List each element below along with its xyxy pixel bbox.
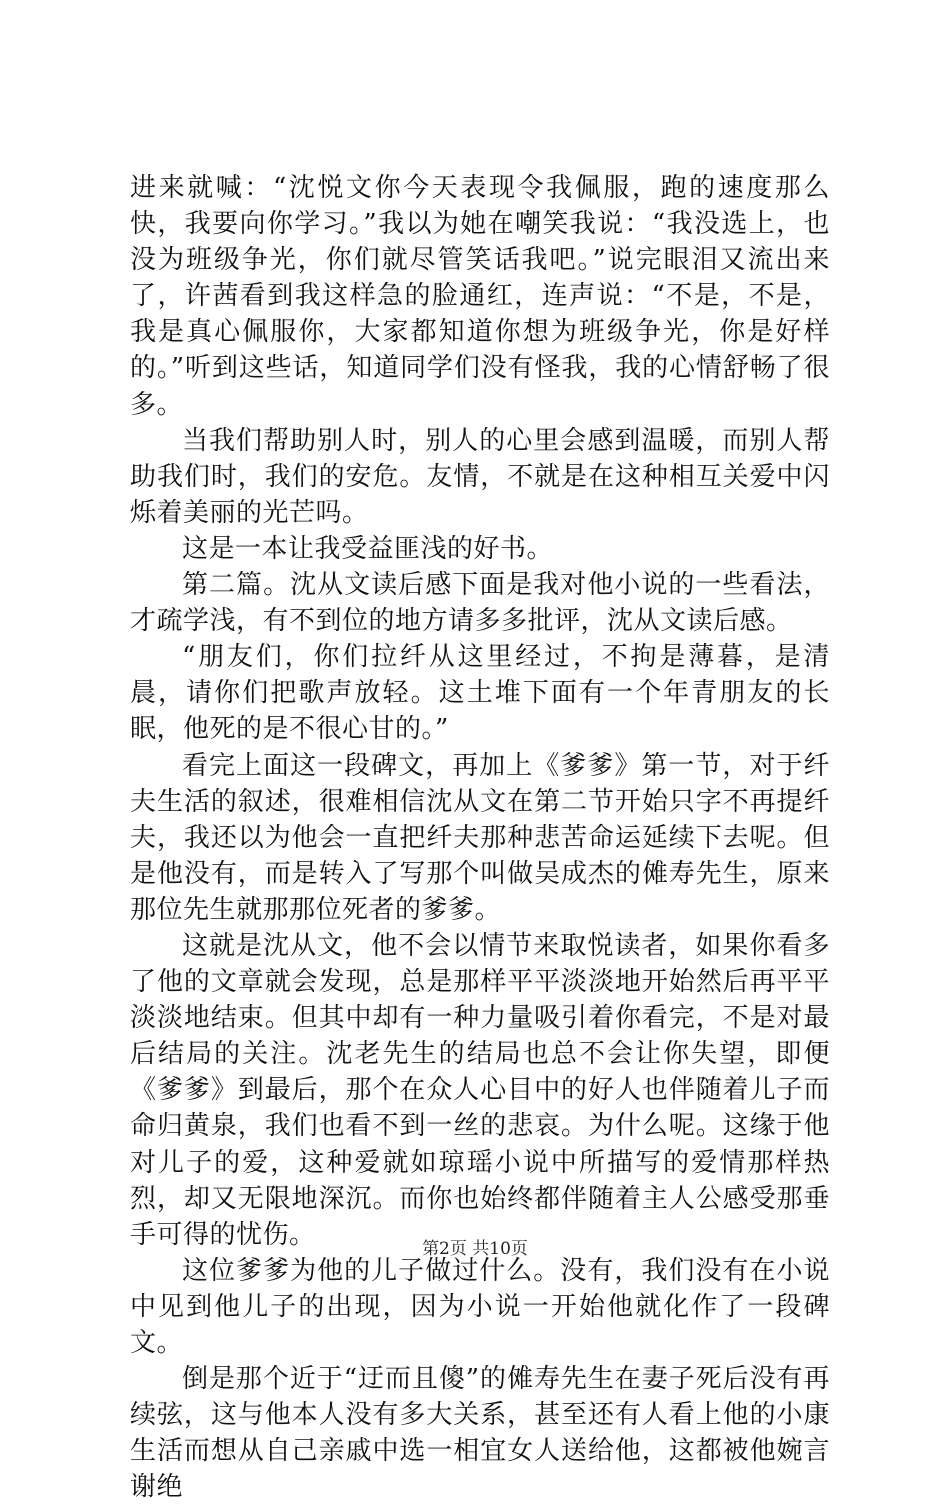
paragraph: 第二篇。沈从文读后感下面是我对他小说的一些看法，才疏学浅，有不到位的地方请多多批评，沈从文读后感。 [130,570,830,637]
paragraph: 当我们帮助别人时，别人的心里会感到温暖，而别人帮助我们时，我们的安危。友情，不就是在这种相互关爱中闪烁着美丽的光芒吗。 [130,425,830,528]
paragraph: 这位爹爹为他的儿子做过什么。没有，我们没有在小说中见到他儿子的出现，因为小说一开始他就化作了一段碑文。 [130,1255,830,1358]
paragraph-continuation: 进来就喊：“沈悦文你今天表现令我佩服，跑的速度那么快，我要向你学习。”我以为她在嘲笑我说：“我没选上，也没为班级争光，你们就尽管笑话我吧。”说完眼泪又流出来了，许茜看到我这样急的脸通红，连声说：“不是，不是，我是真心佩服你，大家都知道你想为班级争光，你是好样的。”听到这些话，知道同学们没有怪我，我的心情舒畅了很多。 [130,173,830,420]
paragraph: 这就是沈从文，他不会以情节来取悦读者，如果你看多了他的文章就会发现，总是那样平平淡淡地开始然后再平平淡淡地结束。但其中却有一种力量吸引着你看完，不是对最后结局的关注。沈老先生的结局也总不会让你失望，即便《爹爹》到最后，那个在众人心目中的好人也伴随着儿子而命归黄泉，我们也看不到一丝的悲哀。为什么呢。这缘于他对儿子的爱，这种爱就如琼瑶小说中所描写的爱情那样热烈，却又无限地深沉。而你也始终都伴随着主人公感受那垂手可得的忧伤。 [130,930,830,1250]
body-text [130,170,830,1505]
paragraph: 倒是那个近于“迂而且傻”的傩寿先生在妻子死后没有再续弦，这与他本人没有多大关系，甚至还有人看上他的小康生活而想从自己亲戚中选一相宜女人送给他，这都被他婉言谢绝 [130,1364,830,1503]
page-number-footer: 第2页 共10页 [422,1239,528,1259]
paragraph: 看完上面这一段碑文，再加上《爹爹》第一节，对于纤夫生活的叙述，很难相信沈从文在第二节开始只字不再提纤夫，我还以为他会一直把纤夫那种悲苦命运延续下去呢。但是他没有，而是转入了写那个叫做吴成杰的傩寿先生，原来那位先生就那那位死者的爹爹。 [130,750,830,925]
paragraph: 这是一本让我受益匪浅的好书。 [182,533,554,564]
paragraph-quote: “朋友们，你们拉纤从这里经过，不拘是薄暮，是清晨，请你们把歌声放轻。这土堆下面有一个年青朋友的长眠，他死的是不很心甘的。” [130,642,830,745]
